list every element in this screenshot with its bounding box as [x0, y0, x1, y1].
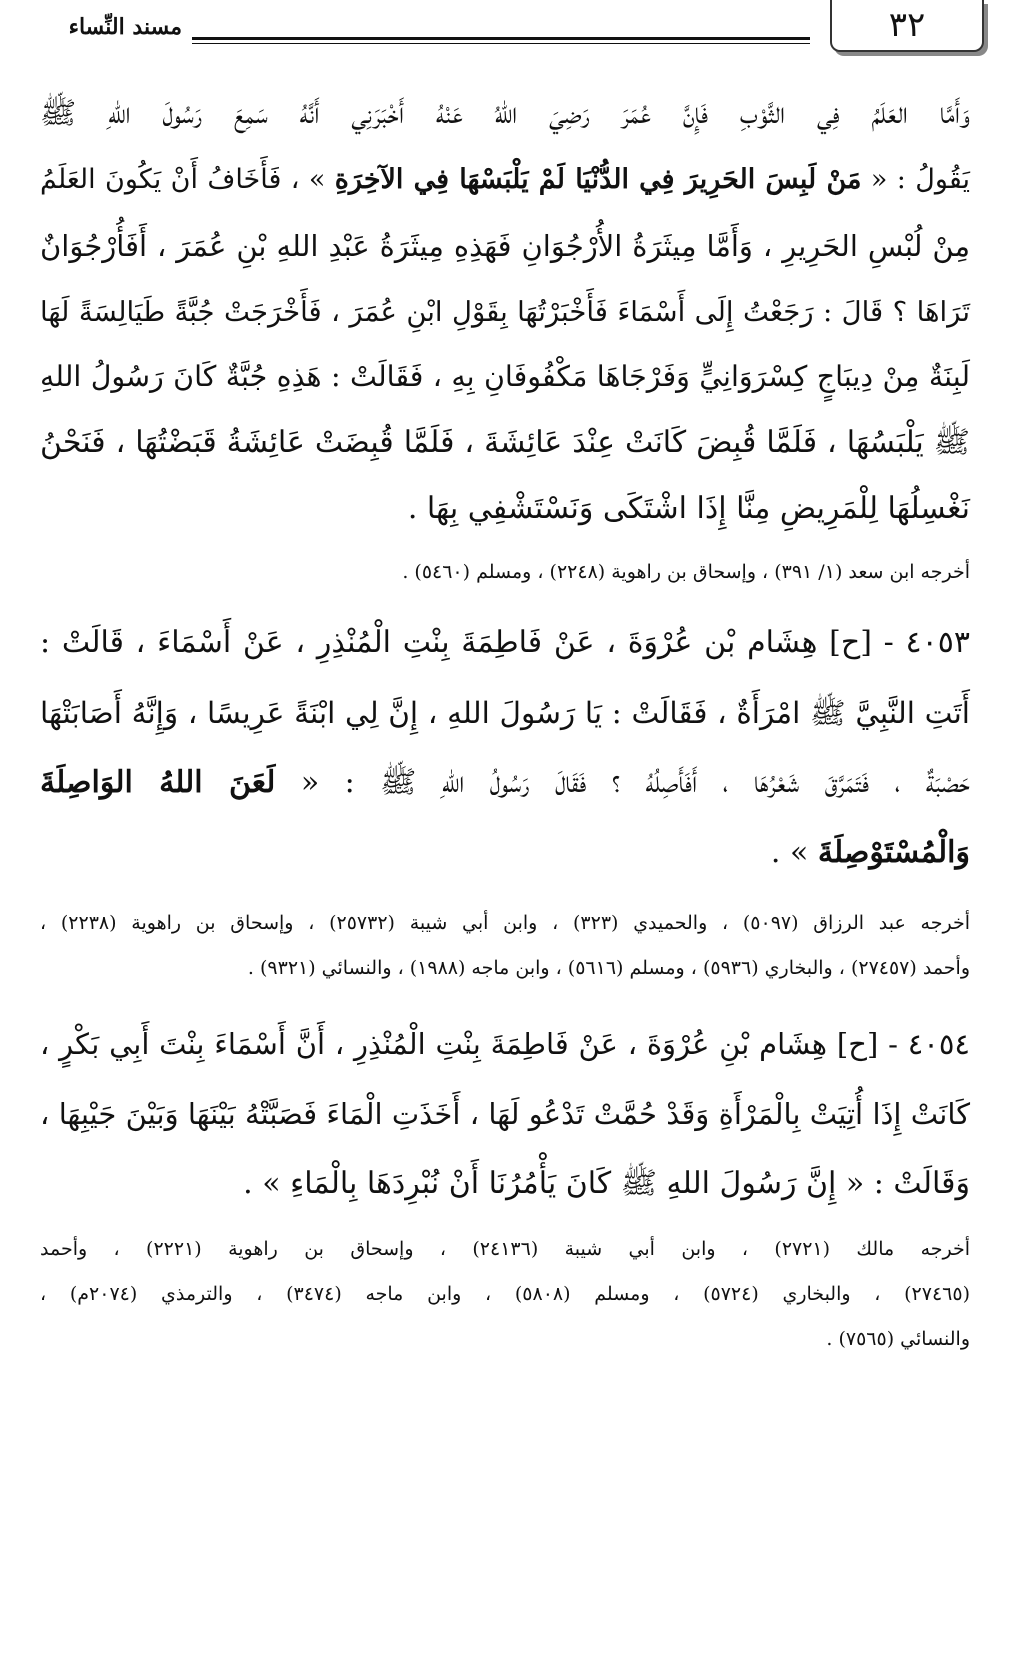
- text-line: [40, 158, 970, 202]
- text-line: ٤٠٥٣ - [ح] هِشَام بْن عُرْوَةَ ، عَنْ فَاطِمَةَ بِنْتِ الْمُنْذِرِ ، عَنْ أَسْمَاءَ ، قَالَتْ :: [40, 625, 970, 660]
- header-rule-thick: [192, 37, 810, 40]
- text-line: أَتَتِ النَّبِيَّ ﷺ امْرَأَةٌ ، فَقَالَتْ : يَا رَسُولَ اللهِ ، إِنَّ لِي ابْنَةً عَرِيسًا ، وَإِنَّهُ أَصَابَتْهَا: [40, 696, 970, 730]
- text-line: لَبِنَةٌ مِنْ دِيبَاجٍ كِسْرَوَانِيٍّ وَفَرْجَاهَا مَكْفُوفَانِ بِهِ ، فَقَالَتْ : هَذِهِ جُبَّةٌ كَانَ رَسُولُ اللهِ: [40, 360, 970, 393]
- text-segment: » .: [770, 835, 818, 870]
- footnote-line: والنسائي (٧٥٦٥) .: [826, 1328, 970, 1350]
- footnote-line: (٢٧٤٦٥) ، والبخاري (٥٧٢٤) ، ومسلم (٥٨٠٨) ، وابن ماجه (٣٤٧٤) ، والترمذي (٢٠٧٤م) ،: [40, 1283, 970, 1305]
- header-rule-thin: [192, 43, 810, 44]
- text-line: مِنْ لُبْسِ الحَرِيرِ ، وَأَمَّا مِيثَرَةُ الأُرْجُوَانِ فَهَذِهِ مِيثَرَةُ عَبْدِ اللهِ بْنِ عُمَرَ ، أَفَأُرْجُوَانٌ: [40, 229, 970, 263]
- hadith-quote: مَنْ لَبِسَ الحَرِيرَ فِي الدُّنْيَا لَمْ يَلْبَسْهَا فِي الآخِرَةِ: [334, 164, 862, 195]
- text-line: [40, 761, 970, 805]
- text-segment: يَقُولُ : «: [861, 164, 970, 195]
- text-line: ٤٠٥٤ - [ح] هِشَام بْنِ عُرْوَةَ ، عَنْ فَاطِمَةَ بِنْتِ الْمُنْذِرِ ، أَنَّ أَسْمَاءَ بِنْتَ أَبِي بَكْرٍ ،: [40, 1027, 970, 1061]
- hadith-quote: لَعَنَ اللهُ الوَاصِلَةَ: [40, 765, 276, 800]
- page-number-box: [830, 0, 984, 52]
- hadith-quote: وَالْمُسْتَوْصِلَةَ: [817, 835, 970, 870]
- text-segment: » ، فَأَخَافُ أَنْ يَكُونَ العَلَمُ: [40, 164, 335, 195]
- page-number: ٣٢: [888, 5, 926, 45]
- text-line: وَأَمَّا العَلَمُ فِي الثَّوْبِ فَإِنَّ عُمَرَ رَضِيَ اللهُ عَنْهُ أَخْبَرَنِي أَنَّهُ سَمِعَ رَسُولَ اللهِ ﷺ: [40, 96, 970, 131]
- text-segment: حَصْبَةٌ ، فَتَمَرَّقَ شَعْرُهَا ، أَفَأَصِلُهُ ؟ فَقَالَ رَسُولُ اللهِ ﷺ : «: [275, 765, 970, 800]
- page-header: [0, 0, 1010, 60]
- text-line: ﷺ يَلْبَسُهَا ، فَلَمَّا قُبِضَ كَانَتْ عِنْدَ عَائِشَةَ ، فَلَمَّا قُبِضَتْ عَائِشَةُ قَبَضْتُهَا ، فَنَحْنُ: [40, 425, 970, 460]
- footnote-line: وأحمد (٢٧٤٥٧) ، والبخاري (٥٩٣٦) ، ومسلم (٥٦١٦) ، وابن ماجه (١٩٨٨) ، والنسائي (٩٣٢١) .: [247, 957, 970, 979]
- text-line: نَغْسِلُهَا لِلْمَرِيضِ مِنَّا إِذَا اشْتَكَى وَنَسْتَشْفِي بِهَا .: [407, 491, 970, 526]
- running-title: مسند النِّساء: [68, 14, 182, 40]
- text-line: [40, 831, 970, 875]
- text-line: تَرَاهَا ؟ قَالَ : رَجَعْتُ إِلَى أَسْمَاءَ فَأَخْبَرْتُهَا بِقَوْلِ ابْنِ عُمَرَ ، فَأَخْرَجَتْ جُبَّةً طَيَالِسَةً لَهَا: [40, 296, 970, 328]
- text-line: وَقَالَتْ : « إِنَّ رَسُولَ اللهِ ﷺ كَانَ يَأْمُرُنَا أَنْ نُبْرِدَهَا بِالْمَاءِ » .: [243, 1166, 970, 1201]
- footnote-line: أخرجه مالك (٢٧٢١) ، وابن أبي شيبة (٢٤١٣٦) ، وإسحاق بن راهوية (٢٢٢١) ، وأحمد: [40, 1238, 971, 1260]
- text-line: كَانَتْ إِذَا أُتِيَتْ بِالْمَرْأَةِ وَقَدْ حُمَّتْ تَدْعُو لَهَا ، أَخَذَتِ الْمَاءَ فَصَبَّتْهُ بَيْنَهَا وَبَيْنَ جَيْبِهَا ،: [40, 1097, 970, 1131]
- footnote-line: أخرجه عبد الرزاق (٥٠٩٧) ، والحميدي (٣٢٣) ، وابن أبي شيبة (٢٥٧٣٢) ، وإسحاق بن راهوية (٢٢٣٨) ،: [40, 912, 971, 934]
- footnote-line: أخرجه ابن سعد (١/ ٣٩١) ، وإسحاق بن راهوية (٢٢٤٨) ، ومسلم (٥٤٦٠) .: [402, 561, 970, 583]
